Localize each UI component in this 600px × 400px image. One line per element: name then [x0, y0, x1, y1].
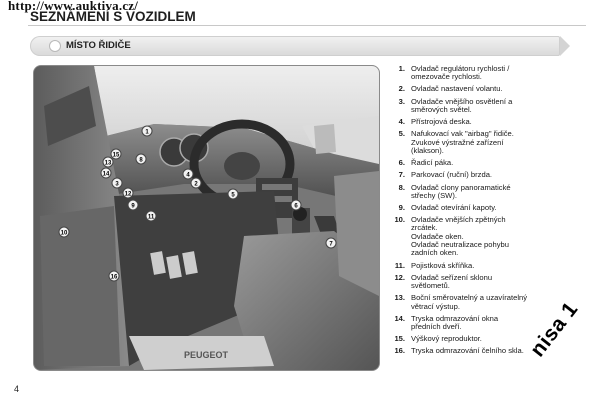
photo-marker: [109, 271, 119, 281]
svg-text:14: 14: [102, 171, 110, 178]
legend-text: Ovladače vnějšího osvětlení a směrových světel.: [411, 96, 513, 114]
photo-marker: [128, 200, 138, 210]
legend-text: Ovladače vnějších zpětných zrcátek. Ovladače oken. Ovladač neutralizace pohybu zadních oken.: [411, 215, 509, 258]
photo-marker: [101, 168, 111, 178]
legend-number: 7.: [398, 170, 405, 180]
svg-text:2: 2: [194, 181, 198, 188]
svg-text:4: 4: [186, 172, 190, 179]
photo-marker: [142, 126, 152, 136]
svg-text:8: 8: [139, 157, 143, 164]
photo-marker: [183, 169, 193, 179]
photo-marker: [136, 154, 146, 164]
svg-text:9: 9: [131, 203, 135, 210]
legend-item: [390, 335, 598, 343]
svg-text:12: 12: [124, 191, 132, 198]
photo-marker: [146, 211, 156, 221]
legend-item: [390, 184, 598, 201]
photo-marker: [291, 200, 301, 210]
legend-number: 10.: [394, 215, 405, 225]
legend-item: [390, 85, 598, 93]
sill-brand-text: PEUGEOT: [184, 350, 229, 360]
legend-text: Boční směrovatelný a uzavíratelný větrací výstup.: [411, 293, 528, 311]
legend-number: 6.: [398, 158, 405, 168]
legend-text: Výškový reproduktor.: [411, 334, 482, 344]
svg-text:3: 3: [115, 181, 119, 188]
driver-seat-illustration: [34, 66, 379, 370]
legend-item: [390, 204, 598, 212]
bullet-icon: [50, 41, 60, 51]
section-banner: [30, 36, 560, 56]
svg-text:11: 11: [147, 214, 155, 221]
legend-number: 12.: [394, 272, 405, 282]
legend-text: Pojistková skříňka.: [411, 260, 475, 270]
photo-marker: [103, 157, 113, 167]
title-rule: [28, 25, 586, 26]
svg-text:15: 15: [112, 152, 120, 159]
legend-number: 8.: [398, 182, 405, 192]
legend-number: 11.: [394, 260, 405, 270]
legend-text: Ovladač otevírání kapoty.: [411, 202, 497, 212]
page-title: SEZNÁMENÍ S VOZIDLEM: [30, 9, 196, 24]
photo-marker: [123, 188, 133, 198]
svg-text:6: 6: [294, 203, 298, 210]
legend-number: 4.: [398, 117, 405, 127]
svg-text:16: 16: [110, 274, 118, 281]
legend-number: 1.: [398, 64, 405, 73]
legend-number: 16.: [394, 346, 405, 356]
legend-number: 9.: [398, 202, 405, 212]
legend-number: 3.: [398, 96, 405, 106]
photo-marker: [228, 189, 238, 199]
legend-text: Ovladač seřízení sklonu světlometů.: [411, 272, 493, 291]
legend-text: Ovladač regulátoru rychlosti / omezovače rychlosti.: [411, 64, 510, 82]
legend-text: Přístrojová deska.: [411, 117, 472, 127]
photo-marker: [112, 178, 122, 188]
legend-item: [390, 274, 598, 291]
seller-stamp: nisa 1: [526, 297, 583, 362]
svg-text:7: 7: [329, 241, 333, 248]
svg-text:5: 5: [231, 192, 235, 199]
legend-item: [390, 216, 598, 257]
legend-item: [390, 65, 598, 82]
legend-text: Řadicí páka.: [411, 158, 454, 168]
section-title: MÍSTO ŘIDIČE: [66, 40, 131, 51]
legend-text: Ovladač clony panoramatické střechy (SW).: [411, 182, 511, 200]
legend-text: Parkovací (ruční) brzda.: [411, 170, 493, 180]
legend-item: [390, 159, 598, 167]
legend-item: [390, 118, 598, 126]
legend-number: 15.: [394, 334, 405, 344]
photo-marker: [326, 238, 336, 248]
legend-number: 2.: [398, 84, 405, 94]
legend-item: [390, 171, 598, 179]
legend-item: [390, 98, 598, 115]
legend-item: [390, 262, 598, 270]
legend-text: Nafukovací vak "airbag" řidiče. Zvukové výstražné zařízení (klakson).: [411, 129, 514, 155]
photo-marker: [191, 178, 201, 188]
legend-text: Tryska odmrazování okna předních dveří.: [411, 313, 499, 331]
svg-text:13: 13: [104, 160, 112, 167]
page-number: 4: [14, 384, 20, 394]
photo-marker: [59, 227, 69, 237]
legend-number: 13.: [394, 293, 405, 303]
interior-photo: [34, 66, 379, 370]
svg-text:1: 1: [145, 129, 149, 136]
legend-number: 14.: [394, 313, 405, 323]
legend-item: [390, 347, 598, 355]
legend-text: Tryska odmrazování čelního skla.: [411, 346, 524, 356]
legend-item: [390, 130, 598, 155]
legend-text: Ovladač nastavení volantu.: [411, 84, 503, 94]
legend-number: 5.: [398, 129, 405, 139]
photo-marker: [111, 149, 121, 159]
watermark-url: http://www.auktiva.cz/: [8, 0, 139, 13]
svg-text:10: 10: [60, 230, 68, 237]
